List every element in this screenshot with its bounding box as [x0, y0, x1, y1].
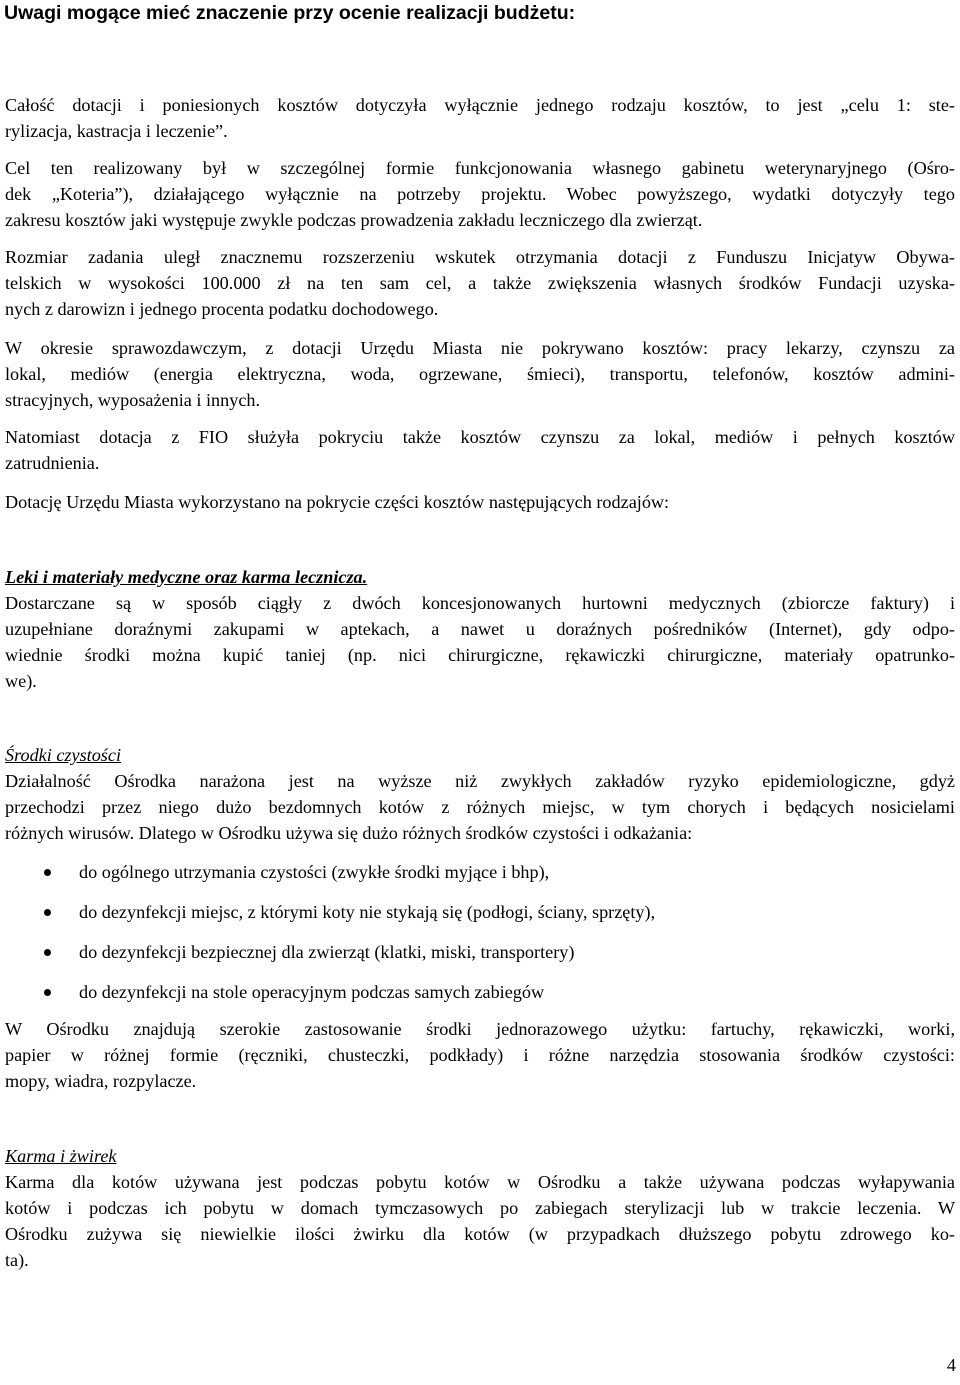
section-3-line: ta). [5, 1250, 29, 1270]
section-1-line: Dostarczane są w sposób ciągły z dwóch koncesjonowanych hurtowni medycznych (zbiorcze faktury) i [5, 593, 955, 613]
section-1-line: we). [5, 671, 37, 691]
paragraph-3-line: telskich w wysokości 100.000 zł na ten sam cel, a także zwiększenia własnych środków Fundacji uzyska- [5, 273, 955, 293]
section-title-cleaning: Środki czystości [5, 745, 122, 765]
bullet-item: do dezynfekcji na stole operacyjnym podczas samych zabiegów [79, 982, 545, 1002]
bullet-icon [44, 949, 51, 956]
paragraph-4-line: lokal, mediów (energia elektryczna, woda, ogrzewane, śmieci), transportu, telefonów, kosztów admini- [5, 364, 955, 384]
paragraph-1-line: rylizacja, kastracja i leczenie”. [5, 121, 228, 141]
bullet-item: do dezynfekcji bezpiecznej dla zwierząt (klatki, miski, transportery) [79, 942, 575, 962]
section-1-line: uzupełniane doraźnymi zakupami w aptekach, a nawet u doraźnych pośredników (Internet), gdy odpo- [5, 619, 955, 639]
section-2-line: przechodzi przez niego dużo bezdomnych kotów z różnych miejsc, w tym chorych i będących nosicielami [5, 797, 955, 817]
section-2-after-line: W Ośrodku znajdują szerokie zastosowanie środki jednorazowego użytku: fartuchy, rękawiczki, worki, [5, 1019, 955, 1039]
paragraph-4-line: stracyjnych, wyposażenia i innych. [5, 390, 261, 410]
bullet-icon [44, 869, 51, 876]
bullet-item: do ogólnego utrzymania czystości (zwykłe środki myjące i bhp), [79, 862, 550, 882]
bullet-icon [44, 989, 51, 996]
section-3-line: Ośrodku zużywa się niewielkie ilości żwirku dla kotów (w przypadkach dłuższego pobytu zdrowego ko- [5, 1224, 955, 1244]
bullet-item: do dezynfekcji miejsc, z którymi koty nie stykają się (podłogi, ściany, sprzęty), [79, 902, 656, 922]
paragraph-4-line: W okresie sprawozdawczym, z dotacji Urzędu Miasta nie pokrywano kosztów: pracy lekarzy, czynszu za [5, 338, 955, 358]
section-2-after-line: papier w różnej formie (ręczniki, chusteczki, podkłady) i różne narzędzia stosowania środków czystości: [5, 1045, 955, 1065]
section-3-line: Karma dla kotów używana jest podczas pobytu kotów w Ośrodku a także używana podczas wyłapywania [5, 1172, 955, 1192]
paragraph-1-line: Całość dotacji i poniesionych kosztów dotyczyła wyłącznie jednego rodzaju kosztów, to jest „celu 1: ste- [5, 95, 955, 115]
paragraph-2-line: zakresu kosztów jaki występuje zwykle podczas prowadzenia zakładu leczniczego dla zwierząt. [5, 210, 703, 230]
paragraph-5-line: Natomiast dotacja z FIO służyła pokryciu także kosztów czynszu za lokal, mediów i pełnych kosztów [5, 427, 955, 447]
paragraph-3-line: Rozmiar zadania uległ znacznemu rozszerzeniu wskutek otrzymania dotacji z Funduszu Inicjatyw Obywa- [5, 247, 955, 267]
section-2-line: Działalność Ośrodka narażona jest na wyższe niż zwykłych zakładów ryzyko epidemiologiczne, gdyż [5, 771, 955, 791]
paragraph-3-line: nych z darowizn i jednego procenta podatku dochodowego. [5, 299, 439, 319]
section-2-after-line: mopy, wiadra, rozpylacze. [5, 1071, 197, 1091]
section-1-line: wiednie środki można kupić taniej (np. nici chirurgiczne, rękawiczki chirurgiczne, materiały opatrunko- [5, 645, 955, 665]
paragraph-5-line: zatrudnienia. [5, 453, 100, 473]
page-number: 4 [946, 1355, 956, 1375]
section-2-line: różnych wirusów. Dlatego w Ośrodku używa się dużo różnych środków czystości i odkażania: [5, 823, 693, 843]
bullet-icon [44, 909, 51, 916]
paragraph-6-line: Dotację Urzędu Miasta wykorzystano na pokrycie części kosztów następujących rodzajów: [5, 492, 670, 512]
section-title-medicines: Leki i materiały medyczne oraz karma lecznicza. [5, 567, 368, 587]
section-title-food: Karma i żwirek [5, 1146, 117, 1166]
page-heading: Uwagi mogące mieć znaczenie przy ocenie realizacji budżetu: [4, 2, 576, 24]
paragraph-2-line: dek „Koteria”), działającego wyłącznie na potrzeby projektu. Wobec powyższego, wydatki dotyczyły tego [5, 184, 955, 204]
paragraph-2-line: Cel ten realizowany był w szczególnej formie funkcjonowania własnego gabinetu weterynaryjnego (Ośro- [5, 158, 955, 178]
section-3-line: kotów i podczas ich pobytu w domach tymczasowych po zabiegach sterylizacji lub w trakcie leczenia. W [5, 1198, 955, 1218]
